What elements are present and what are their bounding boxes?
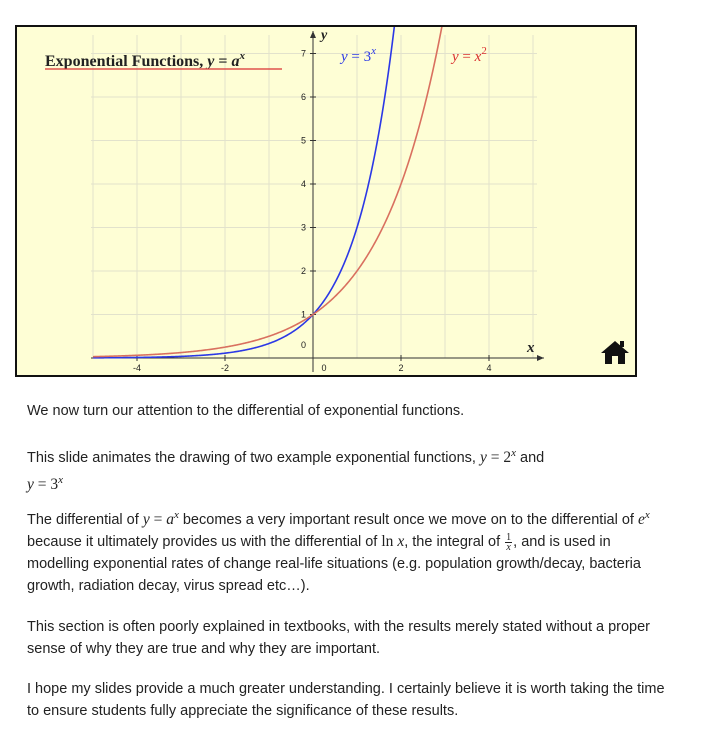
notes-text-4: This section is often poorly explained in textbooks, with the results merely stated without a proper sense of why they are true and why they are important. <box>27 619 651 657</box>
label-3-power-x: $y = 3^x$ <box>341 45 377 65</box>
x-tick-label: -2 <box>220 363 230 373</box>
notes-text-1: We now turn our attention to the differential of exponential functions. <box>27 403 465 419</box>
y-tick-label: 4 <box>300 179 306 189</box>
notes-paragraph-3: The differential of $y = a^x$ becomes a very important result once we move on to the differential of $e^x$ because it ultimately provides us with the differential of ln x, the integral of $\frac{1}{x}$ , and is used in modelling exponential rates of change real-life situations (e.g. population growth/decay, bacteria growth, radiation decay, virus spread etc…). <box>27 509 650 594</box>
x-tick-label: -4 <box>132 363 142 373</box>
curve-y-3-x <box>93 27 397 358</box>
x-tick-label: 4 <box>486 363 492 373</box>
x-tick-label: 2 <box>398 363 404 373</box>
notes-paragraph-4 <box>27 616 667 660</box>
notes-paragraph-1 <box>27 400 667 422</box>
y-tick-label: 6 <box>300 92 306 102</box>
notes-paragraph-2: This slide animates the drawing of two example exponential functions, $y = 2^x$ and $y = 3^x$ <box>27 447 545 493</box>
y-tick-label: 5 <box>300 135 306 146</box>
x-axis-label: x <box>527 340 535 356</box>
graph-title: Exponential Functions, $y = a^x$ <box>45 50 245 70</box>
x-tick-label: 0 <box>321 363 327 373</box>
y-tick-label: 7 <box>300 48 306 59</box>
y-axis-label: y <box>321 28 328 43</box>
y-tick-label: 2 <box>300 266 306 276</box>
label-x-squared: $y = x^2$ <box>452 45 487 65</box>
slide-graph <box>15 25 637 377</box>
home-icon[interactable] <box>601 341 629 364</box>
exponential-graph <box>17 27 635 375</box>
notes-paragraph-5 <box>27 678 667 722</box>
y-axis-arrow <box>310 31 316 38</box>
grid <box>91 35 537 358</box>
axes <box>91 31 544 372</box>
notes-text-5: I hope my slides provide a much greater understanding. I certainly believe it is worth taking the time to ensure students fully appreciate the significance of these results. <box>27 681 665 719</box>
y-tick-label: 1 <box>300 309 306 320</box>
fraction-one-over-x: $\frac{1}{x}$ <box>506 531 512 553</box>
x-axis-arrow <box>537 355 544 361</box>
y-tick-label: 0 <box>300 340 306 350</box>
y-tick-label: 3 <box>300 222 306 233</box>
